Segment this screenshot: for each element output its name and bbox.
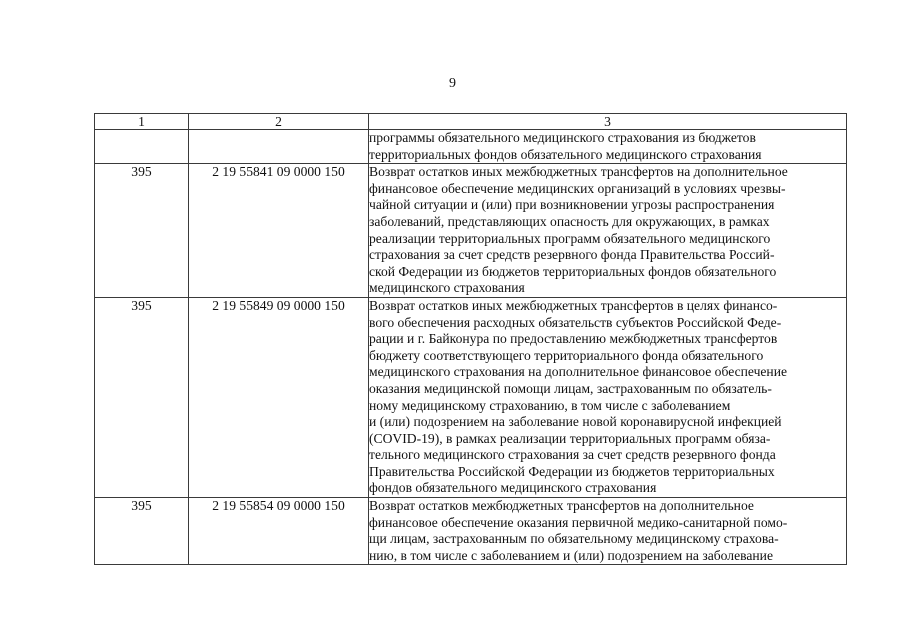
column-header-1: 1 xyxy=(95,114,189,130)
description-line: Возврат остатков иных межбюджетных трансфертов в целях финансо- xyxy=(369,297,778,313)
table-row xyxy=(95,164,847,298)
description-line: заболеваний, представляющих опасность для окружающих, в рамках xyxy=(369,213,770,229)
description-cell xyxy=(369,297,847,497)
table-header-row xyxy=(95,114,847,130)
admin-code-cell: 395 xyxy=(95,498,189,565)
description-cell xyxy=(369,164,847,298)
description-line: фондов обязательного медицинского страхования xyxy=(369,480,657,496)
column-header-2: 2 xyxy=(189,114,369,130)
description-line: Возврат остатков иных межбюджетных трансфертов на дополнительное xyxy=(369,164,788,180)
description-line: бюджету соответствующего территориального фонда обязательного xyxy=(369,347,764,363)
description-line: Возврат остатков межбюджетных трансфертов на дополнительное xyxy=(369,498,754,514)
admin-code-cell xyxy=(95,130,189,164)
description-line: (COVID-19), в рамках реализации территориальных программ обяза- xyxy=(369,430,771,446)
table-row xyxy=(95,130,847,164)
description-line: чайной ситуации и (или) при возникновении угрозы распространения xyxy=(369,197,775,213)
description-line: ской Федерации из бюджетов территориальных фондов обязательного xyxy=(369,263,777,279)
description-cell xyxy=(369,130,847,164)
description-line: щи лицам, застрахованным по обязательному медицинскому страхова- xyxy=(369,531,779,547)
description-line: ному медицинскому страхованию, в том числе с заболеванием xyxy=(369,397,731,413)
table-bottom-edge xyxy=(94,564,847,565)
page-number: 9 xyxy=(449,76,456,91)
table-body xyxy=(95,130,847,565)
description-line: программы обязательного медицинского страхования из бюджетов xyxy=(369,130,756,145)
column-header-3: 3 xyxy=(369,114,847,130)
table-row xyxy=(95,498,847,565)
description-line: территориальных фондов обязательного медицинского страхования xyxy=(369,146,762,162)
description-line: финансовое обеспечение оказания первичной медико-санитарной помо- xyxy=(369,514,788,530)
description-line: медицинского страхования xyxy=(369,280,525,296)
budget-codes-table xyxy=(94,113,847,565)
description-line: финансовое обеспечение медицинских организаций в условиях чрезвы- xyxy=(369,180,786,196)
budget-classification-code-cell xyxy=(189,130,369,164)
budget-classification-code-cell: 2 19 55841 09 0000 150 xyxy=(189,164,369,298)
description-line: оказания медицинской помощи лицам, застрахованным по обязатель- xyxy=(369,380,772,396)
description-line: нию, в том числе с заболеванием и (или) подозрением на заболевание xyxy=(369,547,773,563)
description-line: и (или) подозрением на заболевание новой коронавирусной инфекцией xyxy=(369,414,782,430)
description-line: Правительства Российской Федерации из бюджетов территориальных xyxy=(369,463,775,479)
description-line: тельного медицинского страхования за счет средств резервного фонда xyxy=(369,447,776,463)
description-line: страхования за счет средств резервного фонда Правительства Россий- xyxy=(369,247,775,263)
description-line: вого обеспечения расходных обязательств субъектов Российской Феде- xyxy=(369,314,782,330)
budget-classification-code-cell: 2 19 55849 09 0000 150 xyxy=(189,297,369,497)
description-line: реализации территориальных программ обязательного медицинского xyxy=(369,230,771,246)
table-row xyxy=(95,297,847,497)
description-line: рации и г. Байконура по предоставлению межбюджетных трансфертов xyxy=(369,331,778,347)
description-cell xyxy=(369,498,847,565)
admin-code-cell: 395 xyxy=(95,164,189,298)
description-line: медицинского страхования на дополнительное финансовое обеспечение xyxy=(369,364,788,380)
admin-code-cell: 395 xyxy=(95,297,189,497)
budget-classification-code-cell: 2 19 55854 09 0000 150 xyxy=(189,498,369,565)
